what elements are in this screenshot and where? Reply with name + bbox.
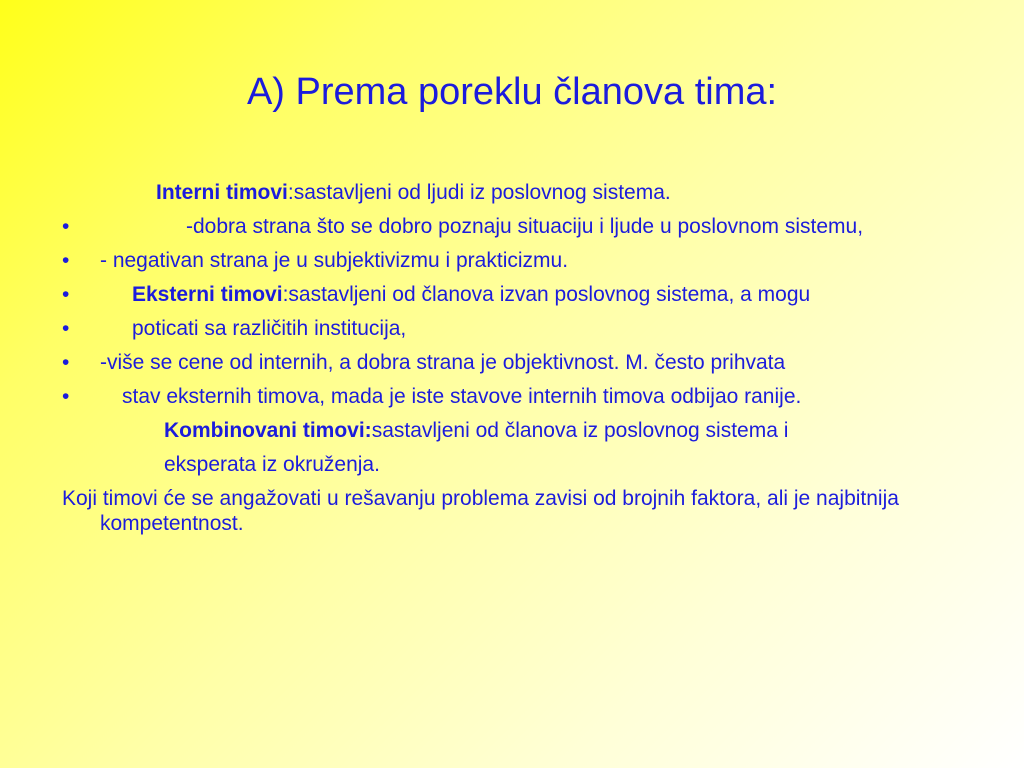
label-eksterni-timovi: Eksterni timovi [132,283,283,306]
label-interni-timovi: Interni timovi [156,181,288,204]
bullet-icon: • [62,317,70,340]
bullet-icon: • [62,215,70,238]
line-zakljucak [62,486,962,536]
slide-body [62,180,962,545]
line-interni [62,180,962,205]
bullet-stav-eksternih [62,384,962,409]
text-vise-se-cene: -više se cene od internih, a dobra strana je objektivnost. M. često prihvata [100,351,786,374]
line-kombinovani [62,418,962,443]
bullet-icon: • [62,249,70,272]
slide-title: A) Prema poreklu članova tima: [246,71,778,113]
line-eksperata [62,452,962,477]
text-interni: :sastavljeni od ljudi iz poslovnog sistema. [287,181,671,204]
label-kombinovani-timovi: Kombinovani timovi: [164,419,372,442]
text-poticati: poticati sa različitih institucija, [132,317,407,340]
bullet-icon: • [62,283,70,306]
bullet-poticati [62,316,962,341]
bullet-eksterni [62,282,962,307]
text-zakljucak: Koji timovi će se angažovati u rešavanju problema zavisi od brojnih faktora, ali je najbitnija kompetentnost. [62,487,899,535]
text-stav-eksternih: stav eksternih timova, mada je iste stavove internih timova odbijao ranije. [122,385,802,408]
text-dobra-strana: -dobra strana što se dobro poznaju situaciju i ljude u poslovnom sistemu, [186,215,864,238]
bullet-negativan [62,248,962,273]
bullet-vise-se-cene [62,350,962,375]
text-eksterni: :sastavljeni od članova izvan poslovnog sistema, a mogu [282,283,811,306]
bullet-icon: • [62,385,70,408]
text-kombinovani: sastavljeni od članova iz poslovnog sistema i [371,419,789,442]
bullet-icon: • [62,351,70,374]
text-negativan: - negativan strana je u subjektivizmu i prakticizmu. [100,249,569,272]
bullet-dobra-strana [62,214,962,239]
text-eksperata: eksperata iz okruženja. [164,453,380,476]
